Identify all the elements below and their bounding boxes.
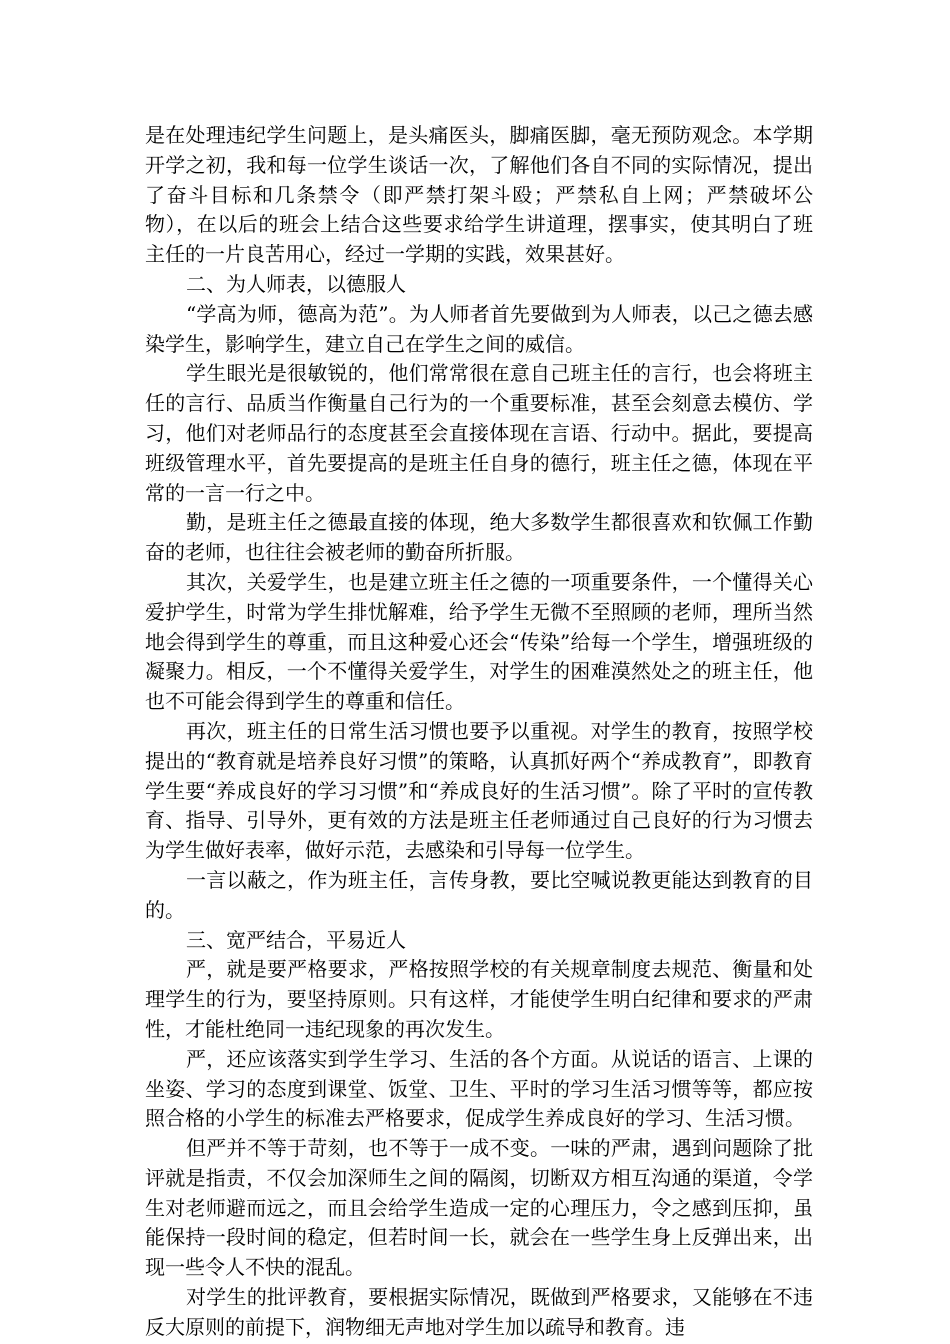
- paragraph-truncated: 对学生的批评教育，要根据实际情况，既做到严格要求，又能够在不违反大原则的前提下，润物细无声地对学生加以疏导和教育。违: [145, 1285, 813, 1339]
- paragraph: 一言以蔽之，作为班主任，言传身教，要比空喊说教更能达到教育的目的。: [145, 867, 813, 922]
- paragraph: 严，就是要严格要求，严格按照学校的有关规章制度去规范、衡量和处理学生的行为，要坚持原则。只有这样，才能使学生明白纪律和要求的严肃性，才能杜绝同一违纪现象的再次发生。: [145, 957, 813, 1041]
- paragraph: 但严并不等于苛刻，也不等于一成不变。一味的严肃，遇到问题除了批评就是指责，不仅会加深师生之间的隔阂，切断双方相互沟通的渠道，令学生对老师避而远之，而且会给学生造成一定的心理压力，令之感到压抑，虽能保持一段时间的稳定，但若时间一长，就会在一些学生身上反弹出来，出现一些令人不快的混乱。: [145, 1136, 813, 1280]
- paragraph: 勤，是班主任之德最直接的体现，绝大多数学生都很喜欢和钦佩工作勤奋的老师，也往往会被老师的勤奋所折服。: [145, 510, 813, 565]
- paragraph: 再次，班主任的日常生活习惯也要予以重视。对学生的教育，按照学校提出的“教育就是培养良好习惯”的策略，认真抓好两个“养成教育”，即教育学生要“养成良好的学习习惯”和“养成良好的生活习惯”。除了平时的宣传教育、指导、引导外，更有效的方法是班主任老师通过自己良好的行为习惯去为学生做好表率，做好示范，去感染和引导每一位学生。: [145, 718, 813, 863]
- paragraph: “学高为师，德高为范”。为人师者首先要做到为人师表，以己之德去感染学生，影响学生，建立自己在学生之间的威信。: [145, 301, 813, 356]
- section-heading-2: 二、为人师表，以德服人: [186, 271, 406, 296]
- paragraph: 严，还应该落实到学生学习、生活的各个方面。从说话的语言、上课的坐姿、学习的态度到课堂、饭堂、卫生、平时的学习生活习惯等等，都应按照合格的小学生的标准去严格要求，促成学生养成良好的学习、生活习惯。: [145, 1046, 813, 1131]
- document-page: [145, 121, 813, 1343]
- paragraph: 其次，关爱学生，也是建立班主任之德的一项重要条件，一个懂得关心爱护学生，时常为学生排忧解难，给予学生无微不至照顾的老师，理所当然地会得到学生的尊重，而且这种爱心还会“传染”给每一个学生，增强班级的凝聚力。相反，一个不懂得关爱学生，对学生的困难漠然处之的班主任，他也不可能会得到学生的尊重和信任。: [145, 569, 813, 714]
- section-heading-3: 三、宽严结合，平易近人: [186, 927, 406, 952]
- paragraph: 学生眼光是很敏锐的，他们常常很在意自己班主任的言行，也会将班主任的言行、品质当作衡量自己行为的一个重要标准，甚至会刻意去模仿、学习，他们对老师品行的态度甚至会直接体现在言语、行动中。据此，要提高班级管理水平，首先要提高的是班主任自身的德行，班主任之德，体现在平常的一言一行之中。: [145, 361, 813, 505]
- paragraph-continued: 是在处理违纪学生问题上，是头痛医头，脚痛医脚，毫无预防观念。本学期开学之初，我和每一位学生谈话一次，了解他们各自不同的实际情况，提出了奋斗目标和几条禁令（即严禁打架斗殴；严禁私自上网；严禁破坏公物），在以后的班会上结合这些要求给学生讲道理，摆事实，使其明白了班主任的一片良苦用心，经过一学期的实践，效果甚好。: [145, 123, 813, 267]
